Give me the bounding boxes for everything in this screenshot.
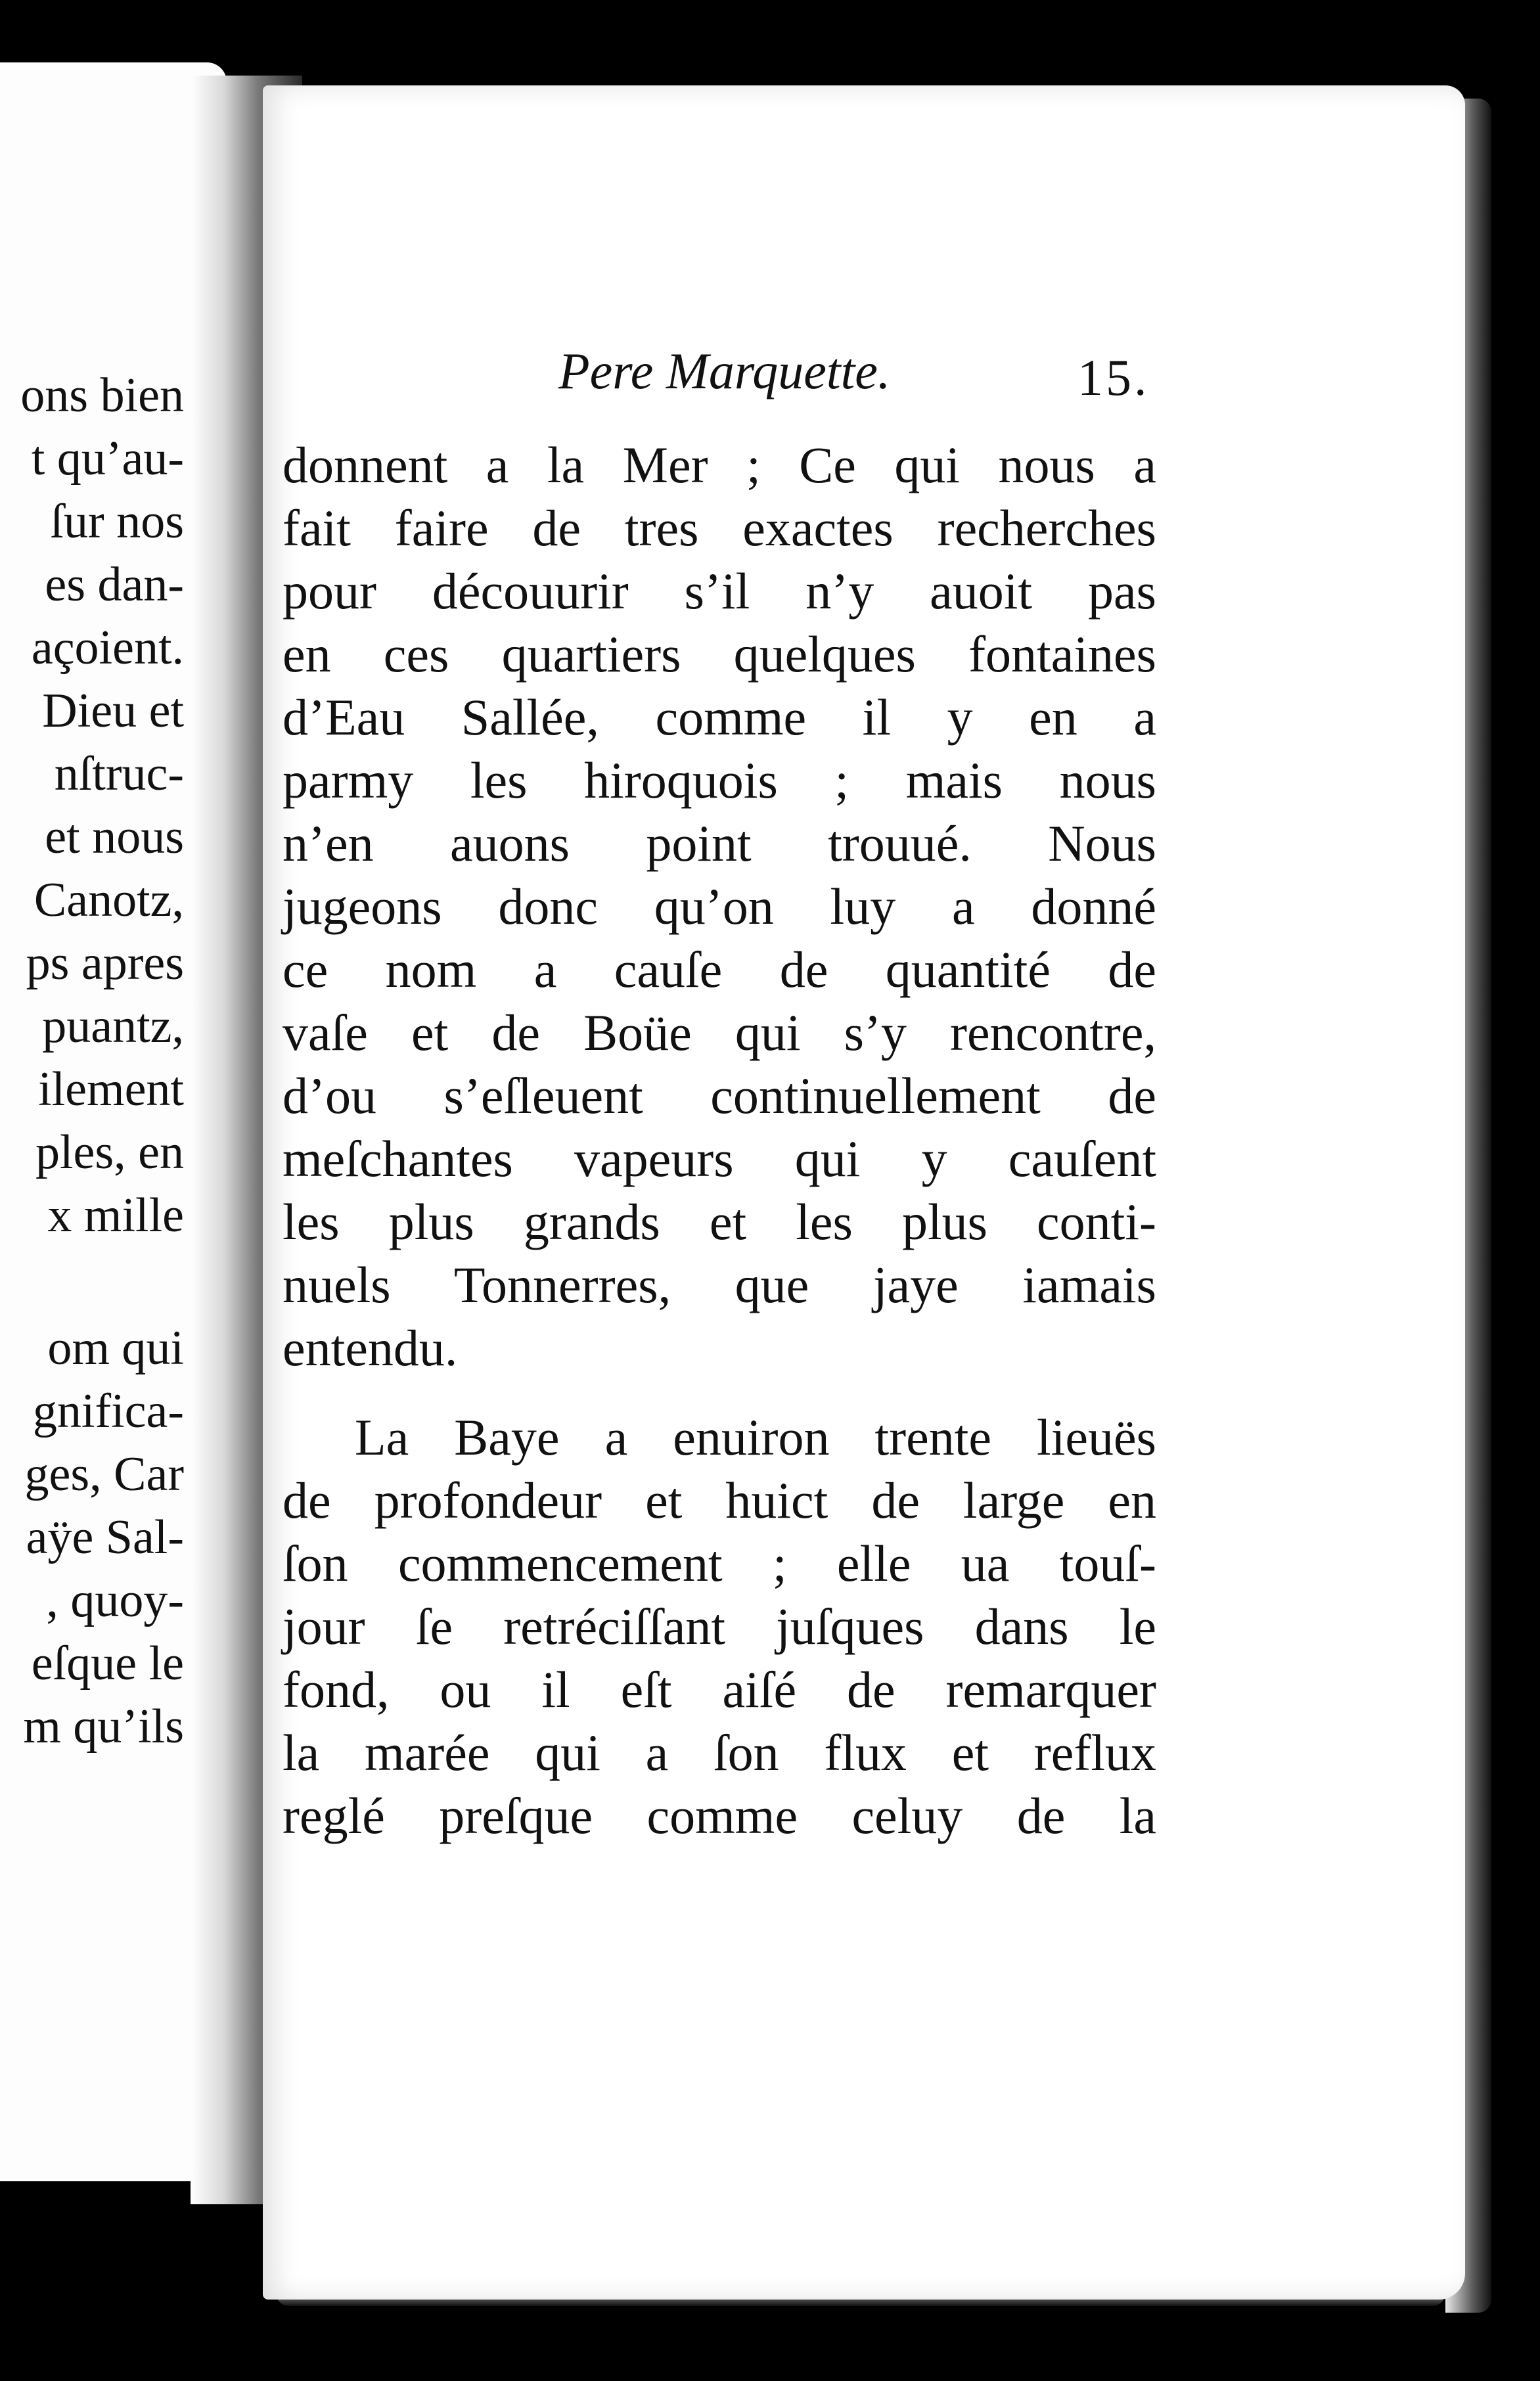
text-line: de profondeur et huict de large en	[283, 1472, 1156, 1529]
left-page-line: açoient.	[31, 621, 184, 675]
left-page-line: , quoy-	[46, 1574, 184, 1627]
left-page-line: et nous	[45, 810, 184, 864]
running-head: Pere Marquette.	[558, 342, 891, 399]
left-page-line: ges, Car	[24, 1447, 184, 1501]
left-page-line: om qui	[47, 1321, 184, 1375]
paragraph-2	[283, 1406, 1156, 1848]
text-line: fond, ou il eſt aiſé de remarquer	[283, 1661, 1156, 1718]
left-page-line: m qu’ils	[23, 1700, 184, 1754]
text-line: nuels Tonnerres, que jaye iamais	[283, 1256, 1156, 1313]
text-line: entendu.	[283, 1319, 458, 1376]
text-line: donnent a la Mer ; Ce qui nous a	[283, 436, 1156, 493]
left-page-line: ons bien	[20, 369, 184, 422]
left-page-line: Dieu et	[42, 684, 184, 738]
text-line: jour ſe retréciſſant juſques dans le	[283, 1598, 1156, 1655]
text-line: en ces quartiers quelques fontaines	[283, 625, 1156, 683]
text-line: jugeons donc qu’on luy a donné	[283, 878, 1156, 935]
text-line: d’Eau Sallée, comme il y en a	[283, 689, 1156, 746]
text-line: ce nom a cauſe de quantité de	[283, 941, 1156, 998]
text-line: vaſe et de Boüe qui s’y rencontre,	[283, 1004, 1156, 1061]
text-line: d’ou s’eſleuent continuellement de	[283, 1067, 1156, 1124]
text-line: reglé preſque comme celuy de la	[283, 1787, 1156, 1844]
left-page-line: ilement	[38, 1062, 184, 1116]
left-page-line: aÿe Sal-	[26, 1510, 184, 1564]
text-line: ſon commencement ; elle ua touſ-	[283, 1535, 1156, 1592]
text-line: n’en auons point trouué. Nous	[283, 815, 1156, 872]
text-line: fait faire de tres exactes recherches	[283, 499, 1156, 556]
left-page-line: es dan-	[45, 558, 184, 612]
left-page-line: puantz,	[42, 999, 184, 1053]
text-line: parmy les hiroquois ; mais nous	[283, 752, 1156, 809]
text-line: meſchantes vapeurs qui y cauſent	[283, 1130, 1156, 1187]
text-line: les plus grands et les plus conti-	[283, 1193, 1156, 1250]
left-page-line: gnifica-	[32, 1384, 184, 1438]
left-page-line: t qu’au-	[31, 432, 184, 486]
left-page-line: eſque le	[31, 1637, 184, 1690]
paragraph-1	[283, 434, 1156, 1380]
page-number: 15.	[1077, 349, 1150, 406]
left-page-line: nſtruc-	[54, 747, 184, 801]
text-line: La Baye a enuiron trente lieuës	[355, 1409, 1156, 1466]
left-page-line: Canotz,	[34, 873, 184, 927]
left-page-line: ples, en	[35, 1125, 184, 1179]
left-page-line: ps apres	[26, 936, 184, 990]
left-page-line: ſur nos	[50, 495, 184, 549]
left-page-line: x mille	[47, 1189, 184, 1242]
text-line: la marée qui a ſon flux et reflux	[283, 1724, 1156, 1781]
text-line: pour découurir s’il n’y auoit pas	[283, 562, 1156, 620]
body-text	[283, 434, 1156, 1848]
